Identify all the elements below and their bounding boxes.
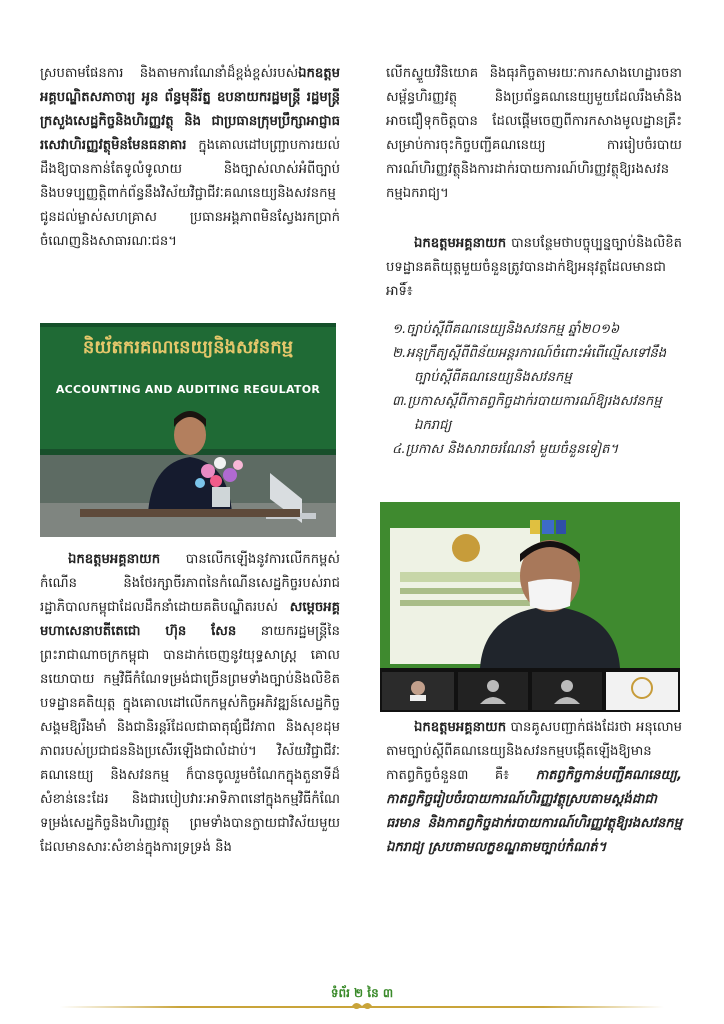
page-number: ទំព័រ ២ នៃ ៣ (330, 986, 394, 1000)
ornament-icon (350, 1000, 374, 1012)
director-general-label-3: ឯកឧត្តមអគ្គនាយក (414, 720, 507, 735)
right-intro-paragraph: លើកស្ទួយវិនិយោគ និងធុរកិច្ចតាមរយៈការកសាងហេដ្ឋារចនាសម្ព័ន្ធហិរញ្ញវត្ថុ និងប្រព័ន្ធគណនេយ្យមួយដែលរឹងមាំនិងអាចជឿទុកចិត្តបាន ដែលផ្តើមចេញពីការកសាងមូលដ្ឋានគ្រឹះសម្រាប់ការចុះកិច្ចបញ្ជីគណនេយ្យ ការរៀបចំរបាយការណ៍ហិរញ្ញវត្ថុនិងការដាក់របាយការណ៍ហិរញ្ញវត្ថុឱ្យរងសវនកម្មឯករាជ្យ។ (386, 66, 682, 201)
laws-list (386, 318, 682, 462)
left-body-paragraph: ឯកឧត្តមអគ្គនាយក បានលើកឡើងនូវការលើកកម្ពស់កំណើន និងថែរក្សាចីរភាពនៃកំណើនសេដ្ឋកិច្ចរបស់រាជរដ្ឋាភិបាលកម្ពុជាដែលដឹកនាំដោយគតិបណ្ឌិតរបស់ សម្តេចអគ្គមហាសេនាបតីតេជោ ហ៊ុន សែន នាយករដ្ឋមន្ត្រីនៃព្រះរាជាណាចក្រកម្ពុជា បានដាក់ចេញនូវយុទ្ធសាស្ត្រ គោលនយោបាយ កម្មវិធីកំណែទម្រង់ជាច្រើនព្រមទាំងច្បាប់និងលិខិតបទដ្ឋានគតិយុត្ត ក្នុងគោលដៅលើកកម្ពស់កិច្ចអភិវឌ្ឍន៍សេដ្ឋកិច្ចសង្គមឱ្យរឹងមាំ និងជានិរន្តរ៍ដែលជាធាតុផ្សំជីវភាព និងសុខដុមភាពរបស់ប្រជាជននិងប្រសើរឡើងជាលំដាប់។ វិស័យវិជ្ជាជីវៈគណនេយ្យ និងសវនកម្ម ក៏បានចូលរួមចំណែកក្នុងតួនាទីដ៏សំខាន់នេះដែរ និងជារបៀបវារៈអាទិភាពនៅក្នុងកម្មវិធីកំណែទម្រង់សេដ្ឋកិច្ចនិងហិរញ្ញវត្ថុ ព្រមទាំងបានក្លាយជាវិស័យមួយដែលមានសារៈសំខាន់ក្នុងការទ្រទ្រង់ និង (40, 552, 340, 855)
minister-name: ឯកឧត្តមអគ្គបណ្ឌិតសភាចារ្យ អូន ព័ន្ធមុនីរ័ត្ន ឧបនាយករដ្ឋមន្ត្រី រដ្ឋមន្ត្រីក្រសួងសេដ្ឋកិច្ចនិងហិរញ្ញវត្ថុ និង ជាប្រធានក្រុមប្រឹក្សាអាជ្ញាធរសេវាហិរញ្ញវត្ថុមិនមែនធនាគារ (40, 66, 340, 153)
list-item: ៣.ប្រកាសស្តីពីកាតព្វកិច្ចដាក់របាយការណ៍ឱ្យរងសវនកម្មឯករាជ្យ (392, 394, 662, 433)
director-general-label-2: ឯកឧត្តមអគ្គនាយក (414, 236, 507, 251)
list-item: ៤.ប្រកាស និងសារាចរណែនាំ មួយចំនួនទៀត។ (392, 442, 619, 457)
right-laws-intro: ឯកឧត្តមអគ្គនាយក បានបន្ថែមថាបច្ចុប្បន្នច្បាប់និងលិខិតបទដ្ឋានគតិយុត្តមួយចំនួនត្រូវបានដាក់ឱ្យអនុវត្តដែលមានជាអាទិ៍៖ (386, 236, 682, 299)
list-item: ២.អនុក្រឹត្យស្តីពីពិន័យអន្តរការណ៍ចំពោះអំពើល្មើសទៅនឹងច្បាប់ស្តីពីគណនេយ្យនិងសវនកម្ម (392, 346, 667, 385)
left-intro-paragraph: ស្របតាមផែនការ និងតាមការណែនាំដ៏ខ្ពង់ខ្ពស់របស់ឯកឧត្តមអគ្គបណ្ឌិតសភាចារ្យ អូន ព័ន្ធមុនីរ័ត្ន ឧបនាយករដ្ឋមន្ត្រី រដ្ឋមន្ត្រីក្រសួងសេដ្ឋកិច្ចនិងហិរញ្ញវត្ថុ និង ជាប្រធានក្រុមប្រឹក្សាអាជ្ញាធរសេវាហិរញ្ញវត្ថុមិនមែនធនាគារ ក្នុងគោលដៅបញ្ជ្រាបការយល់ដឹងឱ្យបានកាន់តែទូលំទូលាយ និងច្បាស់លាស់អំពីច្បាប់និងបទប្បញ្ញត្តិពាក់ព័ន្ធនឹងវិស័យវិជ្ជាជីវៈគណនេយ្យនិងសវនកម្ម ជូនដល់ម្ចាស់សហគ្រាស ប្រធានអង្គភាពមិនស្វែងរកប្រាក់ចំណេញនិងសាធារណៈជន។ (40, 66, 340, 249)
banner-english-title: ACCOUNTING AND AUDITING REGULATOR (55, 383, 321, 396)
photo-director-at-desk (40, 323, 336, 537)
photo-video-conference (380, 502, 680, 712)
banner-khmer-title: និយ័តករគណនេយ្យនិងសវនកម្ម (82, 337, 294, 358)
list-item: ១.ច្បាប់ស្តីពីគណនេយ្យនិងសវនកម្ម ឆ្នាំ២០១៦ (392, 322, 620, 337)
obligations-emphasis: កាតព្វកិច្ចកាន់បញ្ជីគណនេយ្យ, កាតព្វកិច្ចរៀបចំរបាយការណ៍ហិរញ្ញវត្ថុស្របតាមស្តង់ដាជាធរមាន និងកាតព្វកិច្ចដាក់របាយការណ៍ហិរញ្ញវត្ថុឱ្យរងសវនកម្មឯករាជ្យ ស្របតាមលក្ខខណ្ឌតាមច្បាប់កំណត់។ (386, 768, 682, 855)
laws-list-block (386, 318, 682, 462)
right-obligations-paragraph: ឯកឧត្តមអគ្គនាយក បានគូសបញ្ជាក់ផងដែរថា អនុលោមតាមច្បាប់ស្តីពីគណនេយ្យនិងសវនកម្មបង្កើតឡើងឱ្យមានកាតព្វកិច្ចចំនួន៣ គឺ៖ កាតព្វកិច្ចកាន់បញ្ជីគណនេយ្យ, កាតព្វកិច្ចរៀបចំរបាយការណ៍ហិរញ្ញវត្ថុស្របតាមស្តង់ដាជាធរមាន និងកាតព្វកិច្ចដាក់របាយការណ៍ហិរញ្ញវត្ថុឱ្យរងសវនកម្មឯករាជ្យ ស្របតាមលក្ខខណ្ឌតាមច្បាប់កំណត់។ (386, 720, 682, 855)
director-general-label: ឯកឧត្តមអគ្គនាយក (68, 552, 161, 567)
prime-minister-name: សម្តេចអគ្គមហាសេនាបតីតេជោ ហ៊ុន សែន (40, 600, 340, 639)
